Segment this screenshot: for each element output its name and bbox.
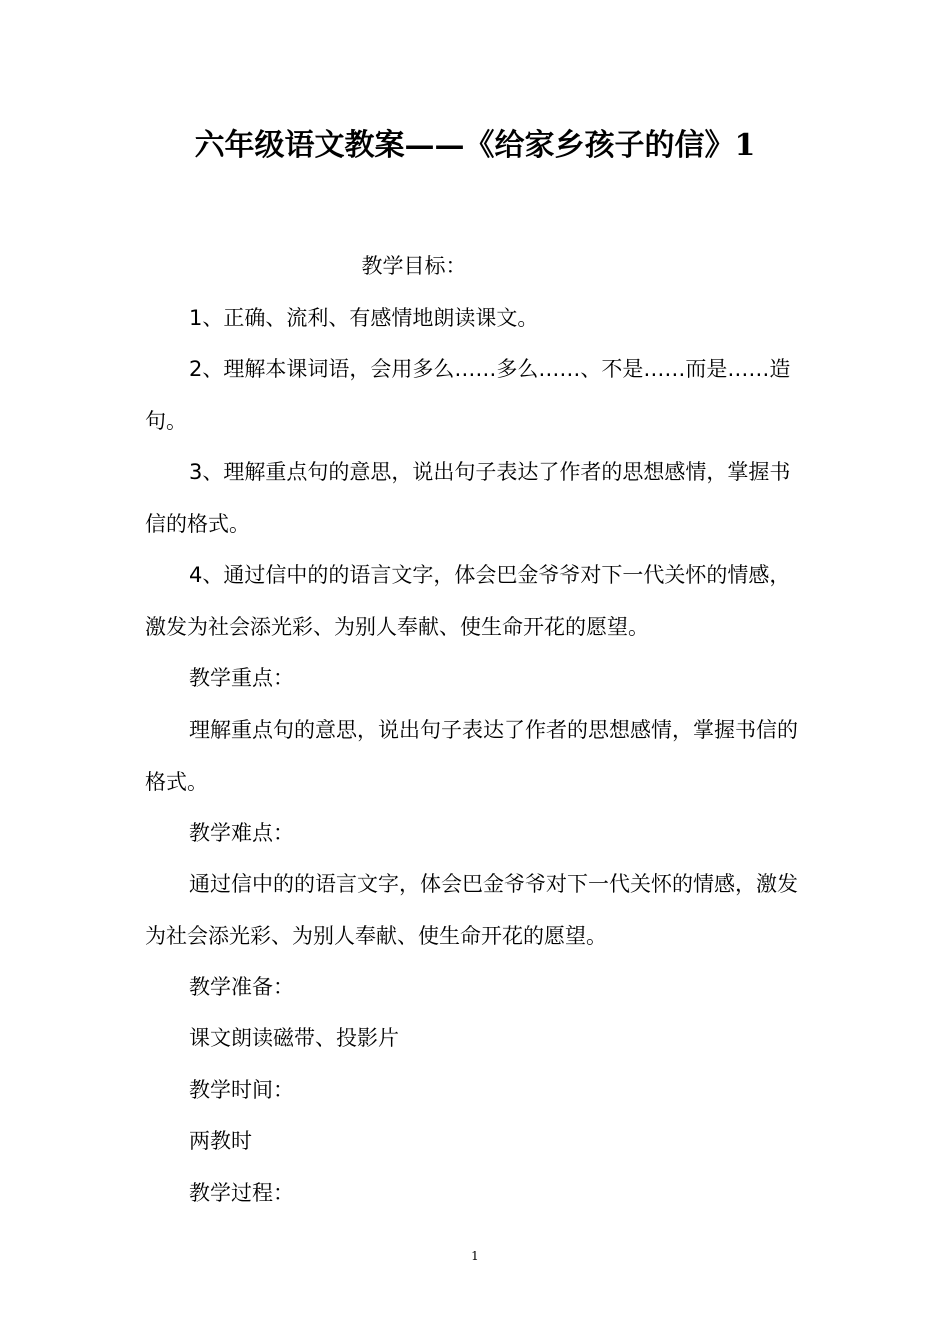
objective-item-2: 2、理解本课词语，会用多么……多么……、不是……而是……造句。 bbox=[145, 357, 791, 433]
key-points-heading: 教学重点： bbox=[189, 666, 294, 690]
time-heading: 教学时间： bbox=[189, 1078, 294, 1102]
objective-item-1: 1、正确、流利、有感情地朗读课文。 bbox=[189, 306, 539, 330]
preparation-heading: 教学准备： bbox=[189, 975, 294, 999]
process-heading: 教学过程： bbox=[189, 1181, 294, 1205]
objectives-heading: 教学目标： bbox=[361, 254, 467, 278]
page-number: 1 bbox=[471, 1249, 479, 1263]
difficulties-heading: 教学难点： bbox=[189, 821, 294, 845]
objective-item-4: 4、通过信中的的语言文字，体会巴金爷爷对下一代关怀的情感，激发为社会添光彩、为别人奉献、使生命开花的愿望。 bbox=[145, 563, 791, 639]
difficulties-text: 通过信中的的语言文字，体会巴金爷爷对下一代关怀的情感，激发为社会添光彩、为别人奉献、使生命开花的愿望。 bbox=[145, 872, 798, 948]
preparation-text: 课文朗读磁带、投影片 bbox=[189, 1026, 399, 1050]
document-title: 六年级语文教案——《给家乡孩子的信》1 bbox=[194, 128, 756, 163]
objective-item-3: 3、理解重点句的意思，说出句子表达了作者的思想感情，掌握书信的格式。 bbox=[145, 460, 791, 536]
time-text: 两教时 bbox=[189, 1129, 252, 1153]
key-points-text: 理解重点句的意思，说出句子表达了作者的思想感情，掌握书信的格式。 bbox=[145, 718, 798, 794]
